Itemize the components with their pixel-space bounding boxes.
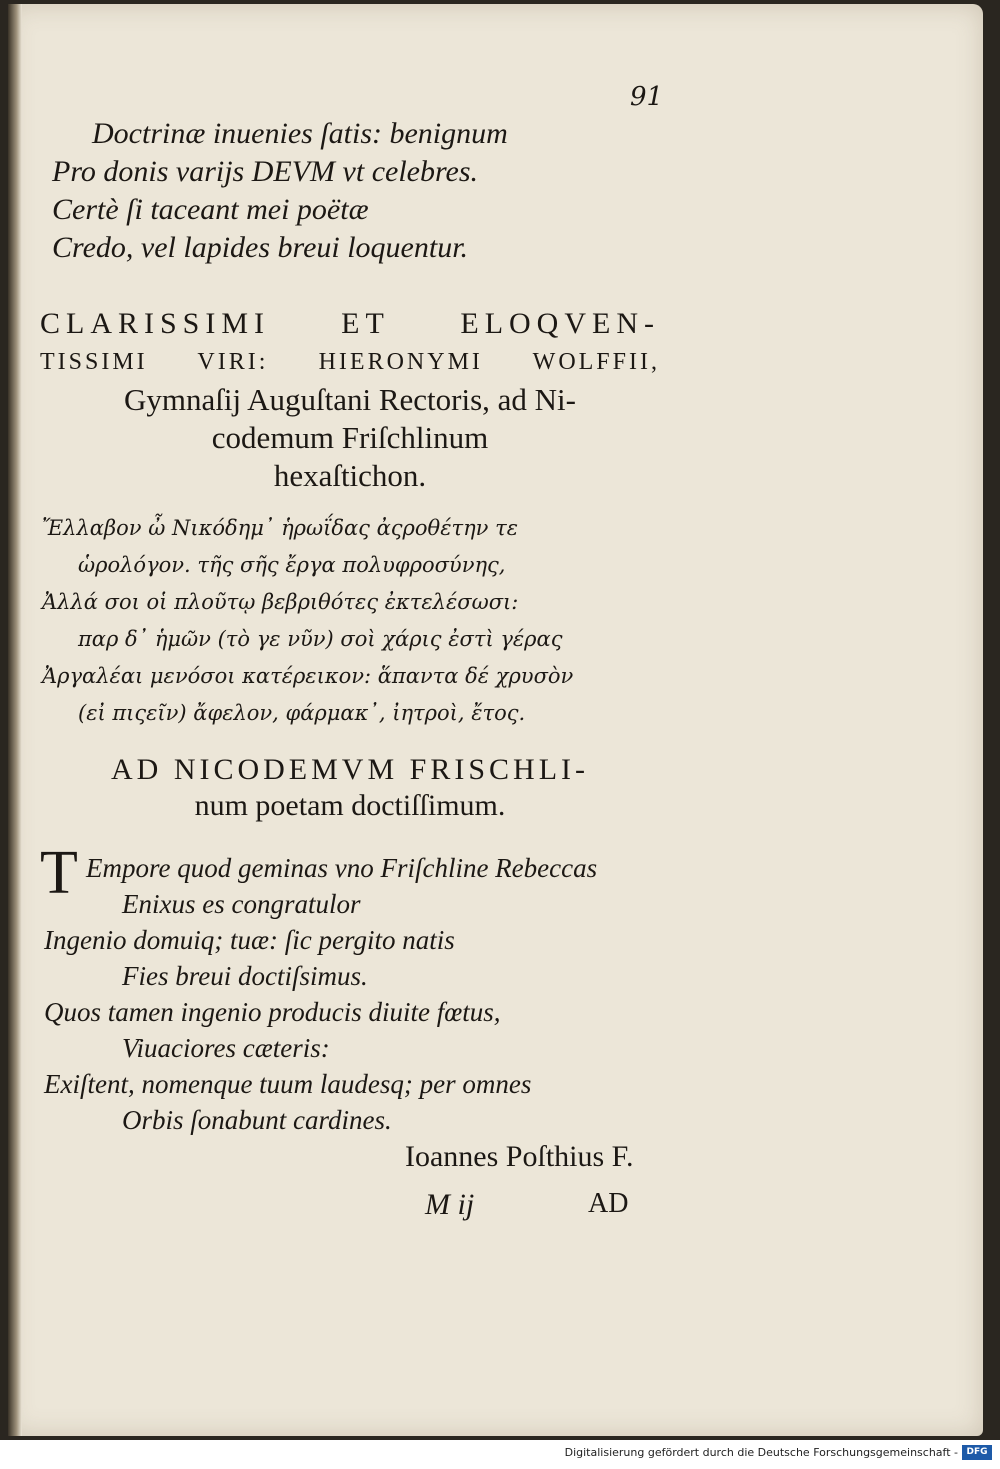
heading-line: CLARISSIMI ET ELOQVEN- (40, 307, 660, 340)
verse-two-line: Fies breui doctiſsimus. (122, 961, 368, 991)
verse-one-line: Credo, vel lapides breui loquentur. (52, 231, 469, 264)
footer-credit: Digitalisierung gefördert durch die Deutsche Forschungsgemeinschaft - (564, 1446, 958, 1459)
heading-line: Gymnaſij Auguſtani Rectoris, ad Ni- (123, 382, 576, 417)
drop-capital: T (40, 839, 78, 907)
verse-two (44, 850, 597, 1138)
greek-poem (42, 510, 573, 732)
verse-one (52, 115, 508, 267)
dfg-logo-icon[interactable]: DFG (962, 1445, 992, 1460)
heading-line: AD NICODEMVM FRISCHLI- (110, 753, 589, 786)
heading-line: codemum Friſchlinum (211, 420, 489, 455)
verse-two-line: Viuaciores cæteris: (122, 1033, 330, 1063)
verse-two-line: Empore quod geminas vno Friſchline Rebeccas (86, 853, 598, 883)
verse-two-line: Orbis ſonabunt cardines. (122, 1105, 392, 1135)
verse-two-line: Ingenio domuiq; tuæ: ſic pergito natis (44, 925, 455, 955)
greek-line: Ἔλλαβον ὦ Νικόδημ᾽ ἡρωΐδας ἀςροθέτην τε (42, 516, 518, 540)
verse-two-line: Quos tamen ingenio producis diuite fœtus, (44, 997, 501, 1027)
heading-line: TISSIMI VIRI: HIERONYMI WOLFFII, (40, 349, 660, 375)
greek-line: Ἀλλά σοι οἱ πλοῦτῳ βεβριθότες ἐκτελέσωσι: (42, 590, 519, 614)
greek-line: (εἰ πιςεῖν) ἄφελον, φάρμακ᾽, ἰητροὶ, ἔτος. (78, 701, 526, 725)
catchword: AD (588, 1188, 629, 1219)
greek-line: παρ δ᾽ ἡμῶν (τὸ γε νῦν) σοὶ χάρις ἐστὶ γέρας (78, 627, 563, 651)
author-signature: Ioannes Poſthius F. (405, 1140, 634, 1173)
heading-hexastichon (40, 305, 660, 495)
verse-one-line: Certè ſi taceant mei poëtæ (52, 193, 369, 226)
heading-line: hexaſtichon. (273, 458, 427, 493)
verse-two-line: Exiſtent, nomenque tuum laudesq; per omnes (44, 1069, 532, 1099)
verse-one-line: Pro donis varijs DEVM vt celebres. (52, 155, 479, 188)
heading-ad-nicodemum (60, 752, 640, 824)
page-binding (8, 4, 22, 1436)
verse-two-line: Enixus es congratulor (122, 889, 361, 919)
greek-line: ὡρολόγον. τῆς σῆς ἔργα πολυφροσύνης, (78, 553, 506, 577)
page-number: 91 (630, 82, 664, 112)
greek-line: Ἀργαλέαι μενόσοι κατέρεικον: ἅπαντα δέ χρυσὸν (42, 664, 574, 688)
heading-line: num poetam doctiſſimum. (194, 789, 506, 822)
signature-mark: M ij (425, 1188, 475, 1221)
footer-bar (0, 1440, 1000, 1469)
verse-one-line: Doctrinæ inuenies ſatis: benignum (92, 117, 508, 150)
